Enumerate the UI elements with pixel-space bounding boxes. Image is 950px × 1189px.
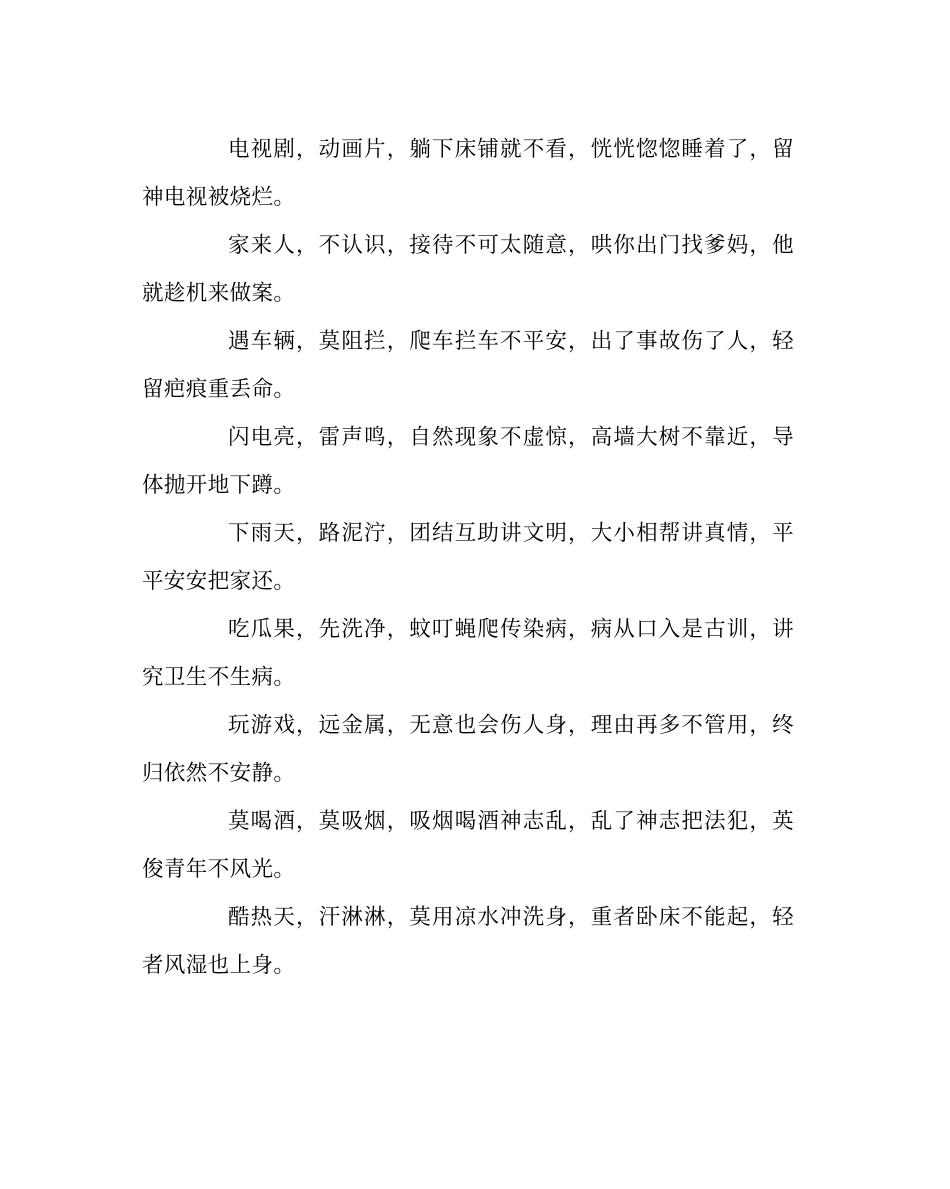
paragraph-5: 下雨天，路泥泞，团结互助讲文明，大小相帮讲真情，平平安安把家还。 [142,521,794,594]
paragraph-3: 遇车辆，莫阻拦，爬车拦车不平安，出了事故伤了人，轻留疤痕重丢命。 [142,329,794,402]
document-body [142,126,794,990]
paragraph-4: 闪电亮，雷声鸣，自然现象不虚惊，高墙大树不靠近，导体抛开地下蹲。 [142,425,794,498]
paragraph-6: 吃瓜果，先洗净，蚊叮蝇爬传染病，病从口入是古训，讲究卫生不生病。 [142,617,794,690]
paragraph-7: 玩游戏，远金属，无意也会伤人身，理由再多不管用，终归依然不安静。 [142,713,794,786]
paragraph-1: 电视剧，动画片，躺下床铺就不看，恍恍惚惚睡着了，留神电视被烧烂。 [142,137,794,210]
paragraph-8: 莫喝酒，莫吸烟，吸烟喝酒神志乱，乱了神志把法犯，英俊青年不风光。 [142,809,794,882]
paragraph-9: 酷热天，汗淋淋，莫用凉水冲洗身，重者卧床不能起，轻者风湿也上身。 [142,905,794,978]
paragraph-2: 家来人，不认识，接待不可太随意，哄你出门找爹妈，他就趁机来做案。 [142,233,794,306]
